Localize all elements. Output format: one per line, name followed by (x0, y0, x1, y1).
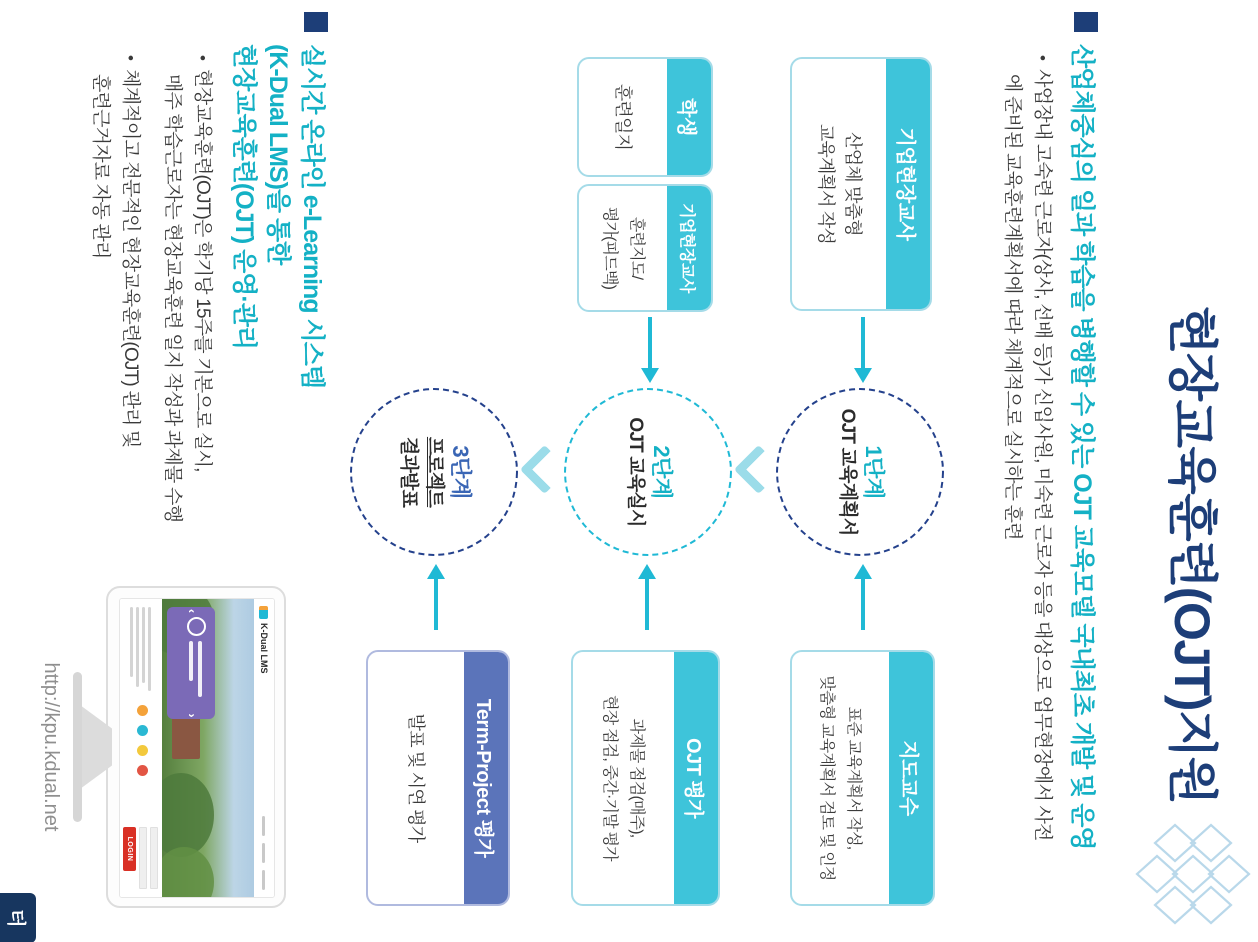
tree-shape (162, 773, 214, 857)
box-company-field-teacher-mid (577, 184, 713, 312)
arrow-left-icon (861, 578, 865, 630)
monitor-body (106, 586, 286, 908)
stage3-text: 프로젝트 (424, 436, 445, 508)
login-password-field (140, 827, 148, 889)
box-term-project-evaluation (366, 650, 510, 906)
section2-bullet2-text1: 체계적이고 전문적인 현장교육훈련(OJT) 관리 및 (120, 69, 141, 448)
banner-text-bar (199, 641, 203, 697)
section1-bullet-line1 (1031, 55, 1058, 841)
section2-bullet2-line1 (119, 55, 146, 448)
stage1-text: OJT 교육계획서 (837, 408, 858, 536)
menu-item-bar (263, 843, 266, 863)
university-logo (1134, 816, 1252, 932)
section1-heading: 산업체중심의 일과 학습을 병행할 수 있는 OJT 교육모델 국내최초 개발 및 운영 (1068, 44, 1096, 850)
page-title: 현장교육훈련(OJT)지원 (1164, 306, 1220, 804)
login-button: LOGIN (124, 827, 137, 871)
hexagon-flower-logo (1134, 816, 1252, 932)
login-id-field (151, 827, 159, 889)
bullet-dot: • (121, 55, 140, 61)
section1-bullet-text1: 사업장내 고숙련 근로자(상사, 선배 등)가 신입사원, 미숙련 근로자 등을 대상으로 업무현장에서 사전 (1032, 69, 1053, 841)
box-student (577, 57, 713, 177)
box-body-line: 발표 및 시연 평가 (406, 713, 427, 843)
box-ojt-evaluation (571, 650, 720, 906)
tree-shape (162, 847, 214, 897)
quick-icons-row (132, 705, 150, 781)
arrow-left-icon (645, 578, 649, 630)
section1-bullet-line2: 에 준비된 교육훈련계획서에 따라 체계적으로 실시하는 훈련 (1002, 74, 1023, 540)
stage1-circle (776, 388, 944, 556)
stage3-text: 결과발표 (398, 436, 419, 508)
quick-icon (137, 705, 148, 716)
box-body-line: 훈련일지 (613, 83, 634, 151)
box-body-line: 산업체 맞춤형 (843, 132, 863, 236)
stage3-label: 3단계 (448, 445, 473, 499)
menu-item-bar (263, 816, 266, 836)
bullet-dot: • (193, 55, 212, 61)
section2-bullet1-line1 (191, 55, 218, 472)
section1-bullet-square (1074, 12, 1098, 32)
box-body-line: 표준 교육계획서 작성, (845, 706, 863, 850)
quick-icon (137, 765, 148, 776)
quick-icon (137, 725, 148, 736)
arrow-right-icon (648, 317, 652, 369)
section2-heading-line2: (K-Dual LMS)을 통한 (264, 44, 292, 265)
badge-visible-text: 터 (5, 909, 26, 927)
lms-url-caption: http://kpu.kdual.net (40, 662, 62, 832)
notice-list (128, 607, 155, 691)
building-shape (172, 715, 200, 759)
box-header: Term-Project 평가 (464, 652, 508, 904)
monitor-screen (119, 598, 275, 898)
stage3-circle (350, 388, 518, 556)
carousel-next-icon: › (185, 713, 199, 717)
box-body-line: 교육계획서 작성 (816, 123, 836, 245)
section2-bullet1-text1: 현장교육훈련(OJT)은 학기당 15주를 기본으로 실시, (192, 69, 213, 472)
banner-text-bar (190, 641, 194, 681)
lms-site-topbar (254, 599, 274, 897)
stage2-text: OJT 교육실시 (625, 417, 646, 527)
section2-bullet1-line2: 매주 학습근로자는 현장교육훈련 일지 작성과 과제물 수행 (162, 74, 183, 523)
box-body-line: 훈련지도/ (628, 216, 645, 280)
section2-heading-line3: 현장교육훈련(OJT) 운영·관리 (230, 44, 258, 350)
box-body-line: 과제물 점검(매주), (628, 718, 646, 838)
login-panel (124, 827, 159, 889)
monitor-stand-base (73, 672, 82, 822)
arrow-left-icon (434, 578, 438, 630)
lms-monitor-mockup (30, 586, 286, 908)
lms-site-bottombar (120, 599, 162, 897)
stage1-label: 1단계 (861, 445, 886, 499)
carousel-prev-icon: ‹ (185, 609, 199, 613)
box-header: 학생 (667, 59, 711, 175)
box-body-line: 맞춤형 교육계획서 검토 및 인정 (818, 675, 836, 881)
banner-ring-icon (187, 617, 206, 636)
stage2-circle (564, 388, 732, 556)
box-header: 기업현장교사 (667, 186, 711, 310)
lms-brand-text: K-Dual LMS (259, 623, 269, 674)
chevron-down-icon (734, 445, 783, 494)
chevron-down-icon (520, 445, 569, 494)
arrow-right-icon (861, 317, 865, 369)
box-company-field-teacher-top (790, 57, 932, 311)
section2-bullet-square (304, 12, 328, 32)
section2-heading-line1: 실시간 온라인 e-Learning 시스템 (298, 44, 326, 388)
box-header: OJT 평가 (674, 652, 718, 904)
box-header: 지도교수 (889, 652, 933, 904)
hero-purple-banner (167, 607, 215, 719)
box-body-line: 평가(피드백) (601, 206, 618, 290)
lms-logo-icon (260, 606, 269, 619)
box-body-line: 현장 점검, 중간·기말 평가 (601, 695, 619, 861)
box-advisor-professor (790, 650, 935, 906)
box-header: 기업현장교사 (886, 59, 930, 309)
menu-item-bar (263, 870, 266, 890)
quick-icon (137, 745, 148, 756)
stage2-label: 2단계 (649, 445, 674, 499)
lms-hero-photo (162, 599, 254, 897)
bullet-dot: • (1033, 55, 1052, 61)
section2-bullet2-line2: 훈련근거자료 자동 관리 (90, 74, 111, 259)
corner-badge (0, 893, 36, 942)
